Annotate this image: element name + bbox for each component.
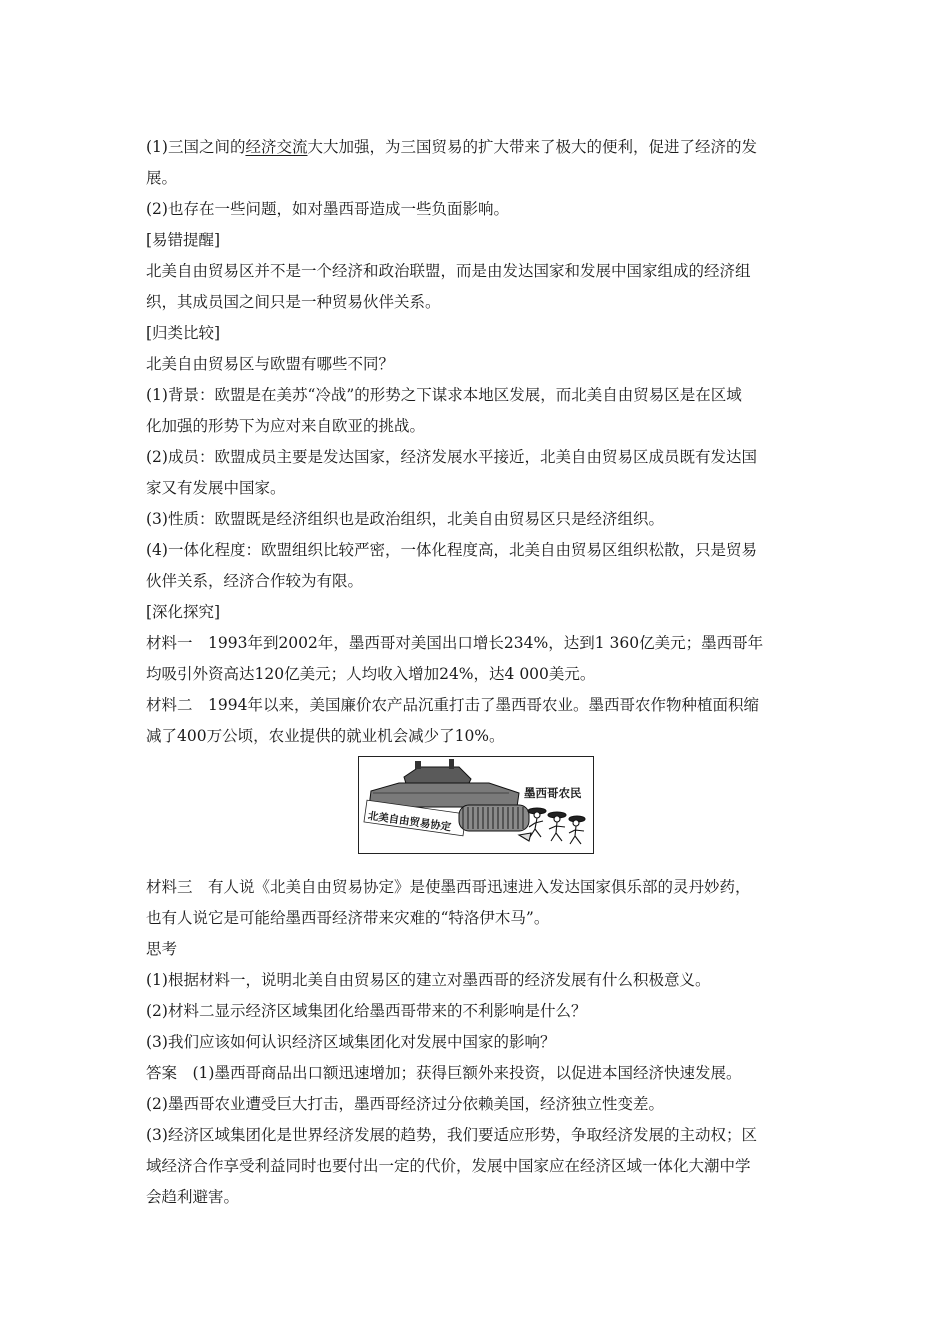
text-line: 材料三 有人说《北美自由贸易协定》是使墨西哥迅速进入发达国家俱乐部的灵丹妙药， (146, 878, 751, 896)
text-line: 材料一 1993年到2002年，墨西哥对美国出口增长234%，达到1 360亿美元；墨西哥年 (146, 634, 764, 652)
text-line: 北美自由贸易区并不是一个经济和政治联盟，而是由发达国家和发展中国家组成的经济组 (146, 262, 751, 280)
text-line (146, 132, 810, 163)
text-line: 域经济合作享受利益同时也要付出一定的代价，发展中国家应在经济区域一体化大潮中学 (146, 1157, 751, 1175)
underlined-term: 经济交流 (245, 138, 308, 156)
text-line: 均吸引外资高达120亿美元；人均收入增加24%，达4 000美元。 (146, 665, 596, 683)
cartoon-frame (358, 756, 594, 854)
text-line: (1)根据材料一，说明北美自由贸易区的建立对墨西哥的经济发展有什么积极意义。 (146, 971, 711, 989)
text-line: 织，其成员国之间只是一种贸易伙伴关系。 (146, 293, 441, 311)
text-line: 北美自由贸易区与欧盟有哪些不同？ (146, 355, 395, 373)
text-line: (2)材料二显示经济区域集团化给墨西哥带来的不利影响是什么？ (146, 1002, 587, 1020)
text-line: (4)一体化程度：欧盟组织比较严密，一体化程度高，北美自由贸易区组织松散，只是贸易 (146, 541, 757, 559)
cartoon-figure (146, 756, 810, 868)
tank-cartoon-image (359, 757, 592, 852)
document-body (146, 132, 810, 1213)
text-line: 答案 (1)墨西哥商品出口额迅速增加；获得巨额外来投资，以促进本国经济快速发展。 (146, 1064, 742, 1082)
text-line: (3)我们应该如何认识经济区域集团化对发展中国家的影响？ (146, 1033, 556, 1051)
tank-label: 北美自由贸易协定 (367, 809, 452, 834)
text-line: 展。 (146, 169, 178, 187)
text-line: 家又有发展中国家。 (146, 479, 286, 497)
section-heading: [易错提醒] (146, 231, 221, 249)
section-heading: [深化探究] (146, 603, 221, 621)
text-segment: (1)三国之间的 (146, 138, 246, 156)
text-line: 也有人说它是可能给墨西哥经济带来灾难的“特洛伊木马”。 (146, 909, 550, 927)
text-line: 减了400万公顷，农业提供的就业机会减少了10%。 (146, 727, 505, 745)
text-line: (2)墨西哥农业遭受巨大打击，墨西哥经济过分依赖美国，经济独立性变差。 (146, 1095, 664, 1113)
section-heading: [归类比较] (146, 324, 221, 342)
text-segment: 大大加强，为三国贸易的扩大带来了极大的便利，促进了经济的发 (307, 138, 757, 156)
text-line: 材料二 1994年以来，美国廉价农产品沉重打击了墨西哥农业。墨西哥农作物种植面积缩 (146, 696, 759, 714)
text-line: (3)性质：欧盟既是经济组织也是政治组织，北美自由贸易区只是经济组织。 (146, 510, 664, 528)
text-line: (3)经济区域集团化是世界经济发展的趋势，我们要适应形势，争取经济发展的主动权；区 (146, 1126, 757, 1144)
farmers-label: 墨西哥农民 (524, 786, 582, 800)
text-line: 会趋利避害。 (146, 1188, 240, 1206)
text-line: (2)成员：欧盟成员主要是发达国家，经济发展水平接近，北美自由贸易区成员既有发达国 (146, 448, 757, 466)
text-line: 伙伴关系，经济合作较为有限。 (146, 572, 364, 590)
text-line: 化加强的形势下为应对来自欧亚的挑战。 (146, 417, 426, 435)
section-heading: 思考 (146, 940, 178, 958)
text-line: (2)也存在一些问题，如对墨西哥造成一些负面影响。 (146, 200, 509, 218)
text-line: (1)背景：欧盟是在美苏“冷战”的形势之下谋求本地区发展，而北美自由贸易区是在区域 (146, 386, 742, 404)
